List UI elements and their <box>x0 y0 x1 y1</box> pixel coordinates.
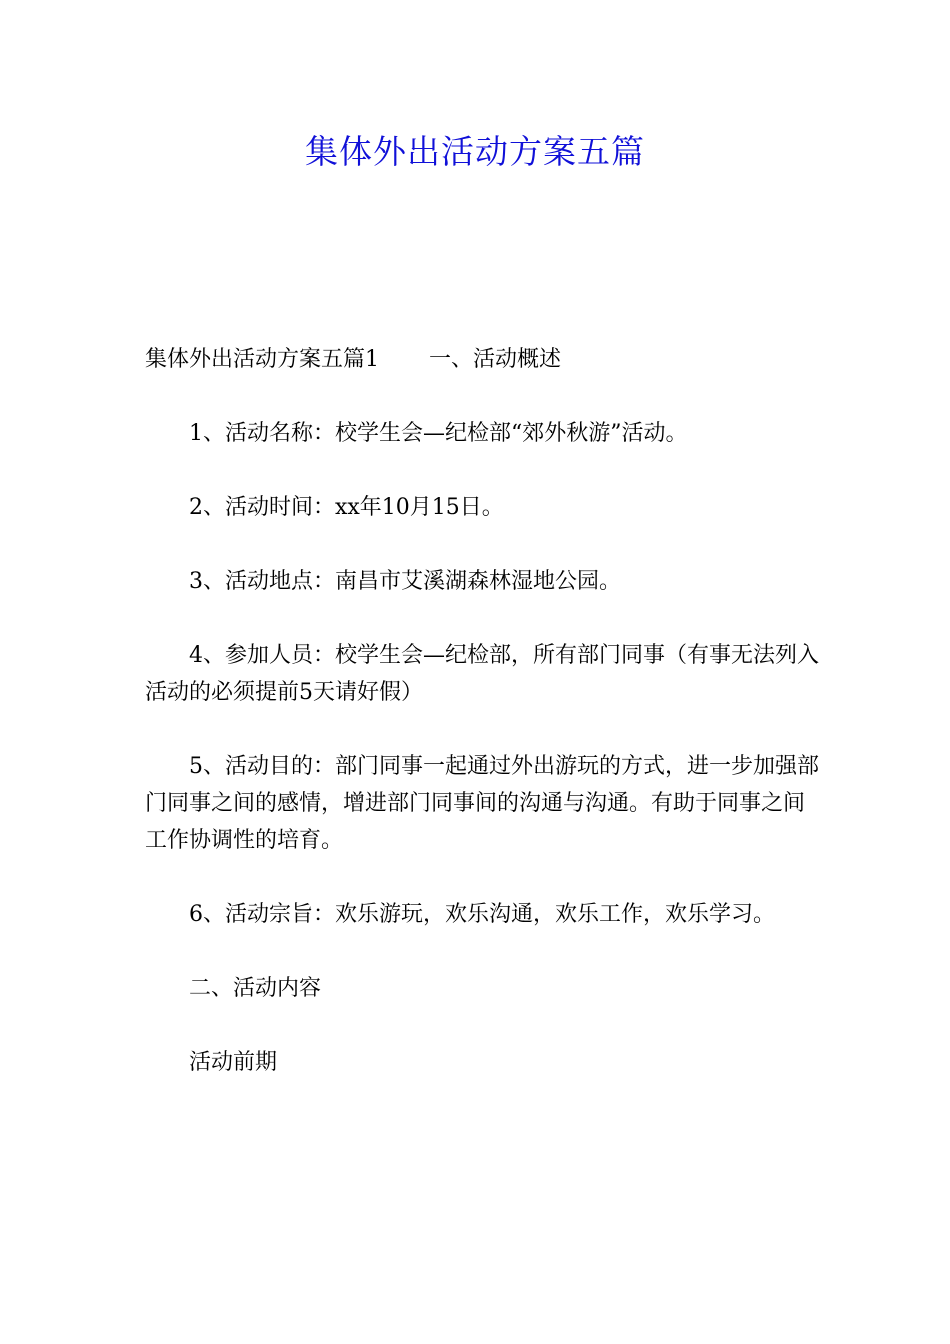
paragraph-activity-time: 2、活动时间：xx年10月15日。 <box>189 495 504 520</box>
paragraph-activity-location: 3、活动地点：南昌市艾溪湖森林湿地公园。 <box>189 569 621 594</box>
paragraph-activity-name: 1、活动名称：校学生会—纪检部“郊外秋游”活动。 <box>189 421 688 446</box>
section-heading-content: 二、活动内容 <box>189 976 322 1001</box>
document-body <box>145 341 825 1081</box>
document-title: 集体外出活动方案五篇 <box>305 132 645 171</box>
section-heading-overview: 一、活动概述 <box>429 347 562 372</box>
paragraph-tenet: 6、活动宗旨：欢乐游玩，欢乐沟通，欢乐工作，欢乐学习。 <box>189 902 775 927</box>
intro-line <box>145 341 825 378</box>
paragraph-purpose: 5、活动目的：部门同事一起通过外出游玩的方式，进一步加强部门同事之间的感情，增进部门同事间的沟通与沟通。有助于同事之间工作协调性的培育。 <box>145 754 819 853</box>
paragraph-participants: 4、参加人员：校学生会—纪检部，所有部门同事（有事无法列入活动的必须提前5天请好假） <box>145 643 819 705</box>
subheading-pre-activity: 活动前期 <box>189 1050 278 1075</box>
intro-heading: 集体外出活动方案五篇1 <box>145 347 379 372</box>
